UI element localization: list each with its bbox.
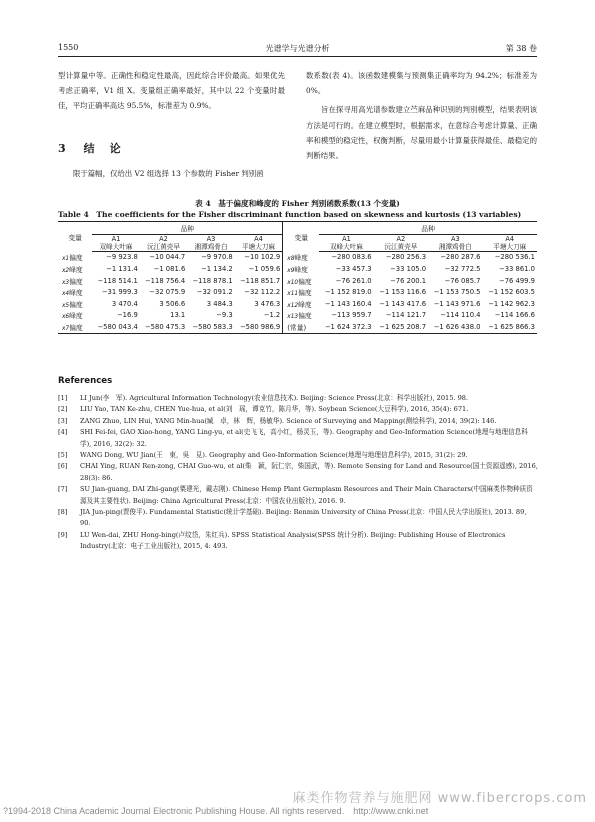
table-row xyxy=(58,251,537,263)
left-paragraph-1: 型计算量中等。正确性和稳定性最高，因此综合评价最高。如果优先考虑正确率，V1 组 X。变量组正确率最好，其中以 22 个变量时最佳，平均正确率高达 95.5%，标准差为 0.9%。 xyxy=(58,71,285,111)
var-type: 偏度 xyxy=(69,277,83,286)
col-header xyxy=(483,234,537,251)
var-symbol: x3 xyxy=(62,279,70,286)
coefficient-cell: −113 959.7 xyxy=(331,311,372,320)
col-header xyxy=(187,234,234,251)
col-code: A2 xyxy=(159,234,168,243)
reference-text: SHI Fei-fei, GAO Xiao-hong, YANG Ling-yu, et al(史飞飞，高小红，杨灵玉，等). Geography and Geo-Information Science(地理与地理信息科学), 2016, 32(2): 32. xyxy=(80,428,528,448)
coefficient-cell: 13.1 xyxy=(170,311,186,320)
coefficient-cell: −118 756.4 xyxy=(144,276,186,285)
table-row xyxy=(58,286,537,298)
col-header xyxy=(235,234,283,251)
reference-item xyxy=(58,530,538,553)
coefficient-cell: −9.3 xyxy=(216,311,233,320)
reference-item xyxy=(58,393,538,404)
row-variable xyxy=(283,321,319,333)
var-header-right: 变量 xyxy=(283,222,319,252)
col-code: A1 xyxy=(342,234,351,243)
var-type: (常量) xyxy=(287,323,307,332)
coefficient-cell: −114 166.6 xyxy=(494,311,535,320)
coefficient-cell: −118 851.7 xyxy=(239,276,281,285)
row-variable xyxy=(58,275,92,287)
col-code: A3 xyxy=(206,234,216,243)
table-row xyxy=(58,321,537,333)
coefficient-cell: −280 083.6 xyxy=(331,253,372,262)
section-number: 3 xyxy=(58,142,68,155)
reference-item xyxy=(58,507,538,530)
var-symbol: x10 xyxy=(287,279,299,286)
right-paragraph-2: 旨在探寻用高光谱参数建立苎麻品种识别的判别模型，结果表明该方法是可行的。在建立模型时，根据需求，在意综合考虑计算量、正确率和模型的稳定性，权衡判断，尽量用最小计算量获得最佳、最稳定的判断结果。 xyxy=(306,105,537,161)
coefficient-cell: −1 153 750.5 xyxy=(433,288,481,297)
right-paragraph-1: 数系数(表 4)。该函数建模集与预测集正确率均为 94.2%；标准差为 0%。 xyxy=(306,71,537,96)
coefficient-cell: −76 200.1 xyxy=(390,276,427,285)
coefficient-cell: −1 152 603.5 xyxy=(488,288,535,297)
reference-text: WANG Dong, WU Jian(王 東，吳 見). Geography and Geo-Information Science(地理与地理信息科学), 2015, 31(2): 29. xyxy=(80,451,468,460)
row-variable xyxy=(283,286,319,298)
var-header-left: 变量 xyxy=(58,222,92,252)
reference-item xyxy=(58,404,538,415)
coefficient-cell: −1 625 866.3 xyxy=(483,321,537,333)
coefficient-cell: −76 085.7 xyxy=(444,276,481,285)
coefficient-cell: 3 476.3 xyxy=(254,299,281,308)
reference-text: LIU Yao, TAN Ke-zhu, CHEN Yue-hua, et al(刘 瑶，谭克竹，陈月华，等). Soybean Science(大豆科学), 2016, 35(4): 671. xyxy=(80,405,469,414)
var-type: 偏度 xyxy=(69,254,83,263)
watermark: 麻类作物营养与施肥网 www.fibercrops.com xyxy=(292,791,587,806)
section-title: 结 论 xyxy=(83,142,123,155)
var-type: 偏度 xyxy=(69,300,83,309)
coefficient-cell: −280 256.3 xyxy=(385,253,427,262)
col-header xyxy=(92,234,139,251)
row-variable xyxy=(58,298,92,310)
group-header-right: 品种 xyxy=(319,222,537,235)
left-paragraph-2: 限于篇幅，仅给出 V2 组选择 13 个参数的 Fisher 判别函 xyxy=(73,169,264,178)
coefficient-cell: −280 287.6 xyxy=(440,253,481,262)
col-name: 沅江黄壳早 xyxy=(384,242,418,251)
coefficient-cell: 3 506.6 xyxy=(159,299,186,308)
coefficient-cell: 3 470.4 xyxy=(111,299,138,308)
coefficient-cell: −580 583.3 xyxy=(187,321,234,333)
coefficient-cell: −1 081.6 xyxy=(153,264,186,273)
var-symbol: x4 xyxy=(62,291,70,298)
coefficient-cell: −10 044.7 xyxy=(149,253,186,262)
table-row xyxy=(58,298,537,310)
reference-item xyxy=(58,484,538,507)
col-code: A4 xyxy=(505,234,515,243)
table-row xyxy=(58,275,537,287)
col-name: 平塘大刀麻 xyxy=(242,242,275,251)
row-variable xyxy=(58,286,92,298)
volume-number: 第 38 卷 xyxy=(505,44,537,53)
coefficient-cell: −1 625 208.7 xyxy=(374,321,428,333)
var-type: 峰度 xyxy=(69,265,83,274)
journal-title: 光谱学与光谱分析 xyxy=(265,44,330,53)
var-type: 偏度 xyxy=(298,277,312,286)
coefficient-cell: −76 261.0 xyxy=(335,276,372,285)
coefficient-cell: −580 475.3 xyxy=(140,321,187,333)
var-symbol: x11 xyxy=(287,291,299,298)
var-symbol: x9 xyxy=(287,267,295,274)
coefficient-cell: −33 105.0 xyxy=(390,264,427,273)
coefficient-cell: −1 624 372.3 xyxy=(319,321,373,333)
coefficient-cell: −9 970.8 xyxy=(201,253,233,262)
coefficient-cell: −1 059.6 xyxy=(248,264,281,273)
fisher-coefficient-table xyxy=(58,221,537,334)
col-code: A2 xyxy=(396,234,406,243)
coefficient-cell: −32 091.2 xyxy=(196,288,233,297)
coefficient-cell: −1 131.4 xyxy=(106,264,138,273)
var-type: 峰度 xyxy=(294,265,308,274)
table-caption-en: Table 4 The coefficients for the Fisher discriminant function based on skewness and kurtosis (13 variables) xyxy=(58,210,522,219)
reference-item xyxy=(58,450,538,461)
reference-text: LI Jun(李 军). Agricultural Information Technology(农业信息技术). Beijing: Science Press(北京：科学出版社), 2015. 98. xyxy=(80,394,469,402)
col-name: 湘潭鸡骨白 xyxy=(194,242,228,251)
reference-list xyxy=(58,393,538,553)
coefficient-cell: 3 484.3 xyxy=(206,299,233,308)
reference-number: [9] xyxy=(58,530,68,539)
col-name: 双峰大叶麻 xyxy=(99,242,133,251)
var-symbol: x12 xyxy=(287,302,299,309)
coefficient-cell: −1 626 438.0 xyxy=(428,321,482,333)
coefficient-cell: −580 043.4 xyxy=(92,321,139,333)
coefficient-cell: −118 514.1 xyxy=(97,276,138,285)
var-type: 偏度 xyxy=(298,312,312,321)
row-variable xyxy=(283,275,319,287)
reference-number: [7] xyxy=(58,485,68,494)
coefficient-cell: −114 110.4 xyxy=(440,311,481,320)
row-variable xyxy=(58,310,92,322)
table-body xyxy=(58,251,537,333)
reference-text: JIA Jun-ping(贾俊平). Fundamental Statistic(统计学基础). Beijing: Renmin University of China Press(北京：中国人民大学出版社), 2013. 89, 90. xyxy=(80,508,527,528)
var-symbol: x8 xyxy=(287,256,295,263)
var-symbol: x1 xyxy=(62,256,70,263)
coefficient-cell: −1 143 971.6 xyxy=(433,299,481,308)
coefficient-cell: −1 134.2 xyxy=(201,264,233,273)
left-column xyxy=(58,68,285,114)
section-heading xyxy=(58,140,123,156)
reference-item xyxy=(58,461,538,484)
coefficient-cell: −280 536.1 xyxy=(494,253,535,262)
col-code: A1 xyxy=(111,234,121,243)
header-rule xyxy=(58,56,537,57)
reference-number: [5] xyxy=(58,451,68,460)
row-variable xyxy=(58,251,92,263)
reference-number: [6] xyxy=(58,462,68,471)
table-row xyxy=(58,263,537,275)
coefficient-cell: −1 143 417.6 xyxy=(379,299,427,308)
col-name: 湘潭鸡骨白 xyxy=(438,242,472,251)
col-name: 平塘大刀麻 xyxy=(493,242,527,251)
row-variable xyxy=(283,298,319,310)
reference-number: [8] xyxy=(58,508,68,517)
coefficient-cell: −32 075.9 xyxy=(149,288,186,297)
col-header xyxy=(428,234,482,251)
col-code: A3 xyxy=(450,234,460,243)
copyright-notice: ?1994-2018 China Academic Journal Electronic Publishing House. All rights reserved. http://www.cnki.net xyxy=(3,806,429,816)
col-header xyxy=(319,234,373,251)
var-type: 偏度 xyxy=(69,323,83,332)
var-type: 峰度 xyxy=(298,300,312,309)
left-column-2 xyxy=(58,166,285,181)
var-symbol: x13 xyxy=(287,314,299,321)
coefficient-cell: −33 861.0 xyxy=(499,264,535,273)
reference-number: [2] xyxy=(58,405,68,414)
coefficient-cell: −1.2 xyxy=(263,311,281,320)
var-type: 峰度 xyxy=(69,289,83,298)
references-heading: References xyxy=(58,376,113,386)
col-header xyxy=(140,234,187,251)
col-code: A4 xyxy=(254,234,263,243)
col-header xyxy=(374,234,428,251)
var-type: 峰度 xyxy=(294,254,308,263)
coefficient-cell: −1 152 819.0 xyxy=(324,288,372,297)
row-variable xyxy=(58,321,92,333)
coefficient-cell: −10 102.9 xyxy=(244,253,281,262)
coefficient-cell: −33 457.3 xyxy=(335,264,372,273)
group-header-left: 品种 xyxy=(92,222,282,235)
reference-number: [1] xyxy=(58,394,68,402)
var-type: 峰度 xyxy=(69,312,83,321)
coefficient-cell: −1 153 116.6 xyxy=(379,288,427,297)
row-variable xyxy=(283,251,319,263)
running-header xyxy=(58,41,537,55)
table-caption-cn: 表 4 基于偏度和峰度的 Fisher 判别函数系数(13 个变量) xyxy=(195,199,400,208)
page-number: 1550 xyxy=(58,43,79,52)
coefficient-cell: −32 112.2 xyxy=(244,288,281,297)
coefficient-cell: −1 143 160.4 xyxy=(324,299,372,308)
row-variable xyxy=(283,310,319,322)
coefficient-cell: −16.9 xyxy=(116,311,138,320)
reference-number: [3] xyxy=(58,416,68,425)
reference-text: SU Jian-guang, DAI Zhi-gang(粟建光，戴志刚). Chinese Hemp Plant Germplasm Resources and Their Main Characters(中国麻类作物种质资源及其主要性状). Beijing: China Agricultural Press(北京：中国农业出版社), 2016. 9. xyxy=(80,485,533,505)
coefficient-cell: −1 142 962.3 xyxy=(488,299,535,308)
reference-text: ZANG Zhuo, LIN Hui, YANG Min-hua(臧 卓，林 辉，杨敏华). Science of Surveying and Mapping(测绘科学), 2014, 39(2): 146. xyxy=(80,416,497,425)
var-symbol: x6 xyxy=(62,314,70,321)
coefficient-cell: −580 986.9 xyxy=(235,321,283,333)
row-variable xyxy=(58,263,92,275)
col-name: 沅江黄壳早 xyxy=(147,242,180,251)
table-row xyxy=(58,310,537,322)
coefficient-cell: −32 772.5 xyxy=(444,264,481,273)
reference-text: CHAI Ying, RUAN Ren-zong, CHAI Guo-wu, et al(柴 颖，阮仁宗，柴国武，等). Remote Sensing for Land and Resource(国土资源遥感), 2016, 28(3): 86. xyxy=(80,462,538,482)
coefficient-cell: −114 121.7 xyxy=(385,311,427,320)
coefficient-cell: −76 499.9 xyxy=(499,276,535,285)
var-symbol: x5 xyxy=(62,302,70,309)
coefficient-cell: −9 923.8 xyxy=(106,253,138,262)
reference-item xyxy=(58,416,538,427)
var-type: 偏度 xyxy=(298,289,312,298)
coefficient-cell: −31 999.3 xyxy=(101,288,138,297)
var-symbol: x2 xyxy=(62,267,70,274)
reference-number: [4] xyxy=(58,428,68,437)
coefficient-cell: −118 878.1 xyxy=(192,276,233,285)
reference-item xyxy=(58,427,538,450)
var-symbol: x7 xyxy=(62,325,70,332)
right-column xyxy=(306,68,537,163)
row-variable xyxy=(283,263,319,275)
reference-text: LU Wen-dai, ZHU Hong-bing(卢纹岱，朱红兵). SPSS Statistical Analysis(SPSS 统计分析). Beijing: Publishing House of Electronics Industry(北京：电子工业出版社), 2015, 4: 493. xyxy=(80,530,506,551)
col-name: 双峰大叶麻 xyxy=(329,242,363,251)
